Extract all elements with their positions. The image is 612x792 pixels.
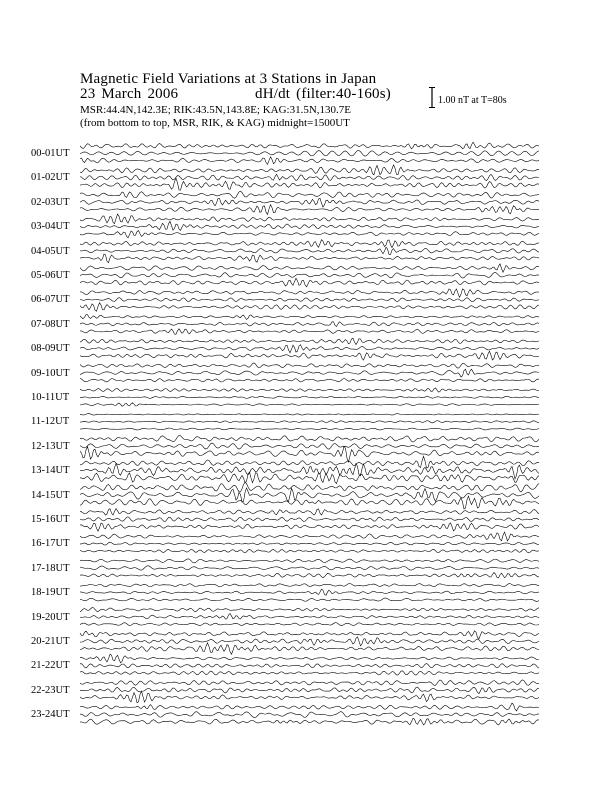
hour-label: 22-23UT bbox=[31, 684, 70, 696]
hour-label: 16-17UT bbox=[31, 538, 70, 550]
trace-KAG bbox=[80, 559, 539, 563]
hour-label: 20-21UT bbox=[31, 636, 70, 647]
trace-MSR bbox=[80, 157, 539, 165]
trace-MSR bbox=[80, 472, 539, 483]
hour-label: 09-10UT bbox=[31, 367, 70, 379]
trace-MSR bbox=[80, 671, 539, 675]
chart-title: Magnetic Field Variations at 3 Stations in Japan bbox=[80, 71, 377, 87]
trace-RIK bbox=[80, 221, 539, 230]
hour-label: 06-07UT bbox=[31, 294, 70, 306]
hour-label: 18-19UT bbox=[31, 587, 70, 599]
trace-MSR bbox=[80, 643, 539, 654]
trace-MSR bbox=[80, 718, 539, 725]
trace-KAG bbox=[80, 435, 539, 442]
trace-KAG bbox=[80, 165, 539, 175]
trace-MSR bbox=[80, 573, 539, 578]
trace-MSR bbox=[80, 178, 539, 190]
hour-label: 07-08UT bbox=[31, 318, 70, 330]
trace-MSR bbox=[80, 428, 539, 430]
trace-KAG bbox=[80, 532, 539, 541]
trace-RIK bbox=[80, 322, 539, 327]
trace-RIK bbox=[80, 517, 539, 522]
trace-RIK bbox=[80, 687, 539, 693]
trace-RIK bbox=[80, 566, 539, 570]
trace-RIK bbox=[80, 443, 539, 449]
trace-KAG bbox=[80, 289, 539, 297]
hour-label: 03-04UT bbox=[31, 221, 70, 233]
quantity-label: dH/dt (filter:40-160s) bbox=[255, 86, 391, 102]
hour-label: 17-18UT bbox=[31, 562, 70, 574]
trace-MSR bbox=[80, 623, 539, 626]
trace-MSR bbox=[80, 496, 539, 509]
scale-label: 1.00 nT at T=80s bbox=[438, 95, 507, 106]
trace-KAG bbox=[80, 703, 539, 711]
trace-RIK bbox=[80, 663, 539, 668]
hour-label: 08-09UT bbox=[31, 343, 70, 355]
trace-KAG bbox=[80, 583, 539, 586]
trace-MSR bbox=[80, 231, 539, 238]
trace-MSR bbox=[80, 329, 539, 334]
hour-label: 11-12UT bbox=[31, 416, 70, 428]
trace-KAG bbox=[80, 482, 539, 492]
trace-MSR bbox=[80, 549, 539, 553]
trace-RIK bbox=[80, 174, 539, 180]
trace-RIK bbox=[80, 488, 539, 502]
trace-KAG bbox=[80, 654, 539, 663]
trace-RIK bbox=[80, 272, 539, 278]
hour-label: 21-22UT bbox=[31, 660, 70, 672]
trace-RIK bbox=[80, 298, 539, 302]
trace-RIK bbox=[80, 198, 539, 207]
hour-label: 23-24UT bbox=[31, 709, 70, 721]
hour-label: 19-20UT bbox=[31, 611, 70, 623]
trace-MSR bbox=[80, 598, 539, 601]
trace-KAG bbox=[80, 414, 539, 415]
hour-label: 12-13UT bbox=[31, 440, 70, 452]
hour-label: 14-15UT bbox=[31, 489, 70, 501]
hour-label: 04-05UT bbox=[31, 245, 70, 257]
trace-KAG bbox=[80, 680, 539, 685]
trace-KAG bbox=[80, 456, 539, 468]
trace-MSR bbox=[80, 403, 539, 407]
trace-KAG bbox=[80, 388, 539, 392]
hour-label: 13-14UT bbox=[31, 465, 70, 477]
trace-KAG bbox=[80, 191, 539, 198]
station-coordinates: MSR:44.4N,142.3E; RIK:43.5N,143.8E; KAG:31.5N,130.7E bbox=[80, 104, 352, 116]
trace-MSR bbox=[80, 378, 539, 382]
trace-RIK bbox=[80, 637, 539, 646]
trace-MSR bbox=[80, 351, 539, 360]
hour-label: 05-06UT bbox=[31, 270, 70, 281]
trace-RIK bbox=[80, 396, 539, 398]
trace-KAG bbox=[80, 240, 539, 248]
trace-RIK bbox=[80, 542, 539, 545]
trace-RIK bbox=[80, 151, 539, 157]
trace-MSR bbox=[80, 523, 539, 531]
trace-KAG bbox=[80, 338, 539, 344]
trace-MSR bbox=[80, 205, 539, 215]
trace-MSR bbox=[80, 446, 539, 462]
hour-label: 02-03UT bbox=[31, 196, 70, 208]
trace-KAG bbox=[80, 608, 539, 612]
trace-KAG bbox=[80, 509, 539, 515]
trace-MSR bbox=[80, 691, 539, 702]
trace-MSR bbox=[80, 303, 539, 312]
trace-KAG bbox=[80, 264, 539, 272]
trace-RIK bbox=[80, 345, 539, 353]
trace-RIK bbox=[80, 613, 539, 619]
trace-RIK bbox=[80, 369, 539, 377]
trace-KAG bbox=[80, 363, 539, 368]
trace-KAG bbox=[80, 631, 539, 639]
hour-label: 01-02UT bbox=[31, 172, 70, 184]
trace-MSR bbox=[80, 254, 539, 263]
station-order-note: (from bottom to top, MSR, RIK, & KAG) midnight=1500UT bbox=[80, 117, 350, 129]
date-label: 23 March 2006 bbox=[80, 86, 179, 102]
trace-KAG bbox=[80, 142, 539, 149]
trace-MSR bbox=[80, 278, 539, 287]
trace-RIK bbox=[80, 421, 539, 423]
trace-RIK bbox=[80, 589, 539, 595]
trace-RIK bbox=[80, 712, 539, 718]
hour-label: 15-16UT bbox=[31, 514, 70, 525]
trace-KAG bbox=[80, 315, 539, 320]
trace-KAG bbox=[80, 214, 539, 224]
hour-label: 00-01UT bbox=[31, 148, 70, 159]
hour-label: 10-11UT bbox=[31, 392, 70, 403]
trace-RIK bbox=[80, 247, 539, 254]
